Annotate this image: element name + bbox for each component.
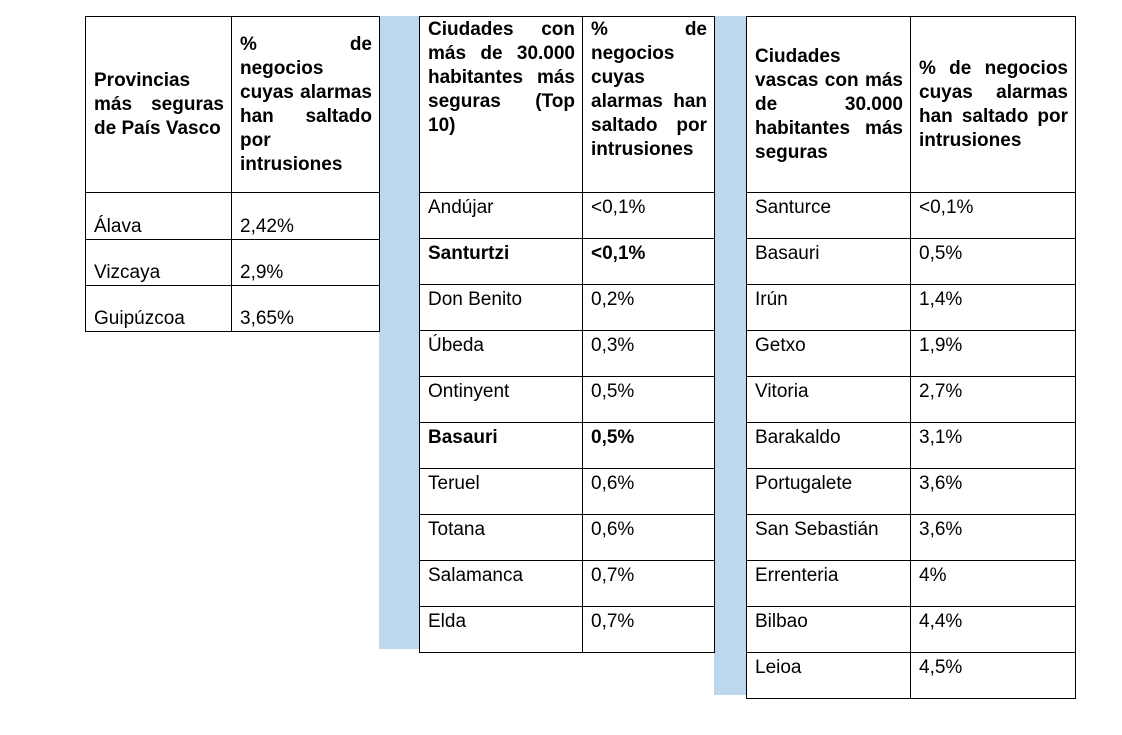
- table-row: [420, 193, 715, 239]
- cell-value: 2,9%: [240, 262, 284, 283]
- cell-value: <0,1%: [591, 243, 646, 264]
- separator-band-right: [714, 16, 746, 695]
- cell-value: 0,6%: [591, 473, 635, 494]
- cell-name: Barakaldo: [755, 427, 841, 448]
- cell-name: Don Benito: [428, 289, 523, 310]
- table-row: [747, 561, 1076, 607]
- header-cell: % de negocios cuyas alarmas han saltado por intrusiones: [919, 57, 1068, 151]
- cell-name: Basauri: [755, 243, 820, 264]
- cell-value: 3,6%: [919, 473, 963, 494]
- table-row: [747, 193, 1076, 239]
- table-row: [747, 239, 1076, 285]
- header-cell: Provincias más seguras de País Vasco: [94, 69, 224, 139]
- cell-value: 3,1%: [919, 427, 963, 448]
- cell-value: 2,42%: [240, 216, 294, 237]
- cell-value: 1,9%: [919, 335, 963, 356]
- cell-value: 2,7%: [919, 381, 963, 402]
- cell-value: <0,1%: [919, 197, 974, 218]
- header-cell: Ciudades con más de 30.000 habitantes más seguras (Top 10): [428, 19, 575, 136]
- cell-name: Guipúzcoa: [94, 308, 185, 329]
- cell-value: 1,4%: [919, 289, 963, 310]
- cell-name: Álava: [94, 216, 142, 237]
- table-row: [747, 469, 1076, 515]
- header-cell: % de negocios cuyas alarmas han saltado por intrusiones: [240, 33, 372, 175]
- table-row: [420, 469, 715, 515]
- table-row: [86, 286, 380, 332]
- cell-value: <0,1%: [591, 197, 646, 218]
- table-row: [747, 331, 1076, 377]
- header-cell: % de negocios cuyas alarmas han saltado por intrusiones: [591, 19, 707, 160]
- cell-name: Salamanca: [428, 565, 524, 586]
- cell-value: 0,5%: [591, 427, 635, 448]
- cell-name: Basauri: [428, 427, 498, 448]
- table-row: [86, 240, 380, 286]
- separator-band-left: [379, 16, 419, 649]
- cell-value: 0,7%: [591, 565, 635, 586]
- cell-name: Portugalete: [755, 473, 853, 494]
- cell-name: Vitoria: [755, 381, 809, 402]
- table-row: [747, 377, 1076, 423]
- cell-value: 3,65%: [240, 308, 294, 329]
- header-cell: Ciudades vascas con más de 30.000 habitantes más seguras: [755, 45, 903, 163]
- cell-name: Andújar: [428, 197, 494, 218]
- table-row: [747, 423, 1076, 469]
- cell-name: Leioa: [755, 657, 802, 678]
- cell-name: Teruel: [428, 473, 480, 494]
- table-row: [420, 331, 715, 377]
- table-row: [420, 423, 715, 469]
- ciudades-top10-table: [419, 16, 715, 653]
- table-header-row: [86, 17, 380, 193]
- cell-value: 3,6%: [919, 519, 963, 540]
- table-row: [86, 193, 380, 240]
- table-row: [420, 377, 715, 423]
- cell-value: 4%: [919, 565, 947, 586]
- cell-value: 0,3%: [591, 335, 635, 356]
- cell-name: Elda: [428, 611, 467, 632]
- cell-name: Vizcaya: [94, 262, 161, 283]
- cell-value: 0,5%: [591, 381, 635, 402]
- table-row: [747, 653, 1076, 699]
- cell-value: 0,6%: [591, 519, 635, 540]
- cell-value: 4,5%: [919, 657, 963, 678]
- cell-name: Santurce: [755, 197, 832, 218]
- cell-value: 4,4%: [919, 611, 963, 632]
- cell-name: Úbeda: [428, 335, 484, 356]
- table-row: [420, 239, 715, 285]
- cell-name: San Sebastián: [755, 519, 879, 540]
- table-row: [420, 515, 715, 561]
- ciudades-vascas-table: [746, 16, 1076, 699]
- cell-name: Bilbao: [755, 611, 808, 632]
- table-row: [747, 607, 1076, 653]
- table-row: [420, 607, 715, 653]
- cell-name: Getxo: [755, 335, 806, 356]
- cell-name: Totana: [428, 519, 486, 540]
- table-row: [747, 515, 1076, 561]
- cell-name: Santurtzi: [428, 243, 510, 264]
- table-header-row: [420, 17, 715, 193]
- cell-value: 0,2%: [591, 289, 635, 310]
- table-header-row: [747, 17, 1076, 193]
- cell-name: Errenteria: [755, 565, 839, 586]
- cell-name: Irún: [755, 289, 788, 310]
- table-row: [747, 285, 1076, 331]
- cell-value: 0,7%: [591, 611, 635, 632]
- table-row: [420, 561, 715, 607]
- cell-value: 0,5%: [919, 243, 963, 264]
- table-row: [420, 285, 715, 331]
- cell-name: Ontinyent: [428, 381, 510, 402]
- provincias-table: [85, 16, 380, 332]
